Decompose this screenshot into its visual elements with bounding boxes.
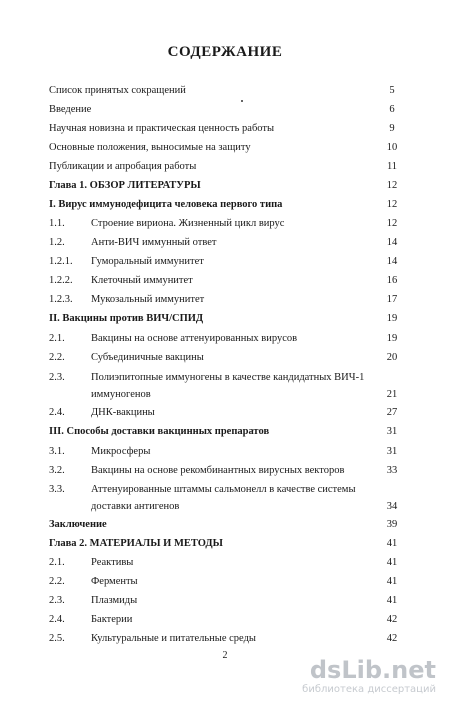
toc-entry-page: 34 — [386, 501, 398, 512]
page-number: 2 — [222, 650, 228, 661]
page-title: СОДЕРЖАНИЕ — [167, 44, 283, 60]
toc-entry — [0, 310, 450, 327]
toc-entry — [0, 139, 450, 156]
toc-entry-number: 1.2.1. — [49, 256, 73, 267]
toc-entry-title: Субъединичные вакцины — [91, 352, 204, 363]
toc-entry-page: 31 — [386, 426, 398, 437]
toc-entry — [0, 120, 450, 137]
toc-entry-title: Строение вириона. Жизненный цикл вирус — [91, 218, 285, 229]
toc-entry-title: Микросферы — [91, 446, 151, 457]
toc-entry-title: Мукозальный иммунитет — [91, 294, 205, 305]
toc-entry-title: I. Вирус иммунодефицита человека первого типа — [49, 199, 283, 210]
toc-entry-page: 39 — [386, 519, 398, 530]
toc-entry-page: 12 — [386, 199, 398, 210]
toc-entry-page: 41 — [386, 557, 398, 568]
toc-entry-page: 14 — [386, 237, 398, 248]
toc-entry-number: 3.2. — [49, 465, 65, 476]
toc-entry — [0, 158, 450, 175]
toc-entry-number: 1.2. — [49, 237, 65, 248]
watermark-logo: dsLib.net — [309, 656, 436, 684]
toc-entry-title: II. Вакцины против ВИЧ/СПИД — [49, 313, 204, 324]
toc-entry-title: Вакцины на основе аттенуированных вирусов — [91, 333, 298, 344]
toc-entry-page: 20 — [386, 352, 398, 363]
toc-entry-number: 2.3. — [49, 372, 65, 383]
toc-entry — [0, 443, 450, 460]
toc-entry-title: Основные положения, выносимые на защиту — [49, 142, 251, 153]
toc-entry-title: Полиэпитопные иммуногены в качестве кандидатных ВИЧ-1 — [91, 372, 365, 383]
toc-entry-page: 27 — [386, 407, 398, 418]
toc-entry-title: Глава 1. ОБЗОР ЛИТЕРАТУРЫ — [49, 180, 201, 191]
toc-entry — [0, 535, 450, 552]
toc-entry — [0, 234, 450, 251]
toc-entry-number: 2.2. — [49, 352, 65, 363]
toc-entry — [0, 481, 450, 512]
toc-entry — [0, 101, 450, 118]
toc-entry — [0, 369, 450, 400]
toc-entry — [0, 330, 450, 347]
toc-entry-page: 19 — [386, 313, 398, 324]
toc-entry-title: III. Способы доставки вакцинных препаратов — [49, 426, 270, 437]
toc-entry-page: 33 — [386, 465, 398, 476]
toc-entry — [0, 291, 450, 308]
toc-entry-title: ДНК-вакцины — [91, 407, 155, 418]
toc-entry-title-continuation: иммуногенов — [91, 389, 151, 400]
toc-entry — [0, 611, 450, 628]
toc-entry — [0, 272, 450, 289]
watermark-subtitle: библиотека диссертаций — [302, 684, 436, 695]
toc-entry — [0, 349, 450, 366]
toc-entry-title: Введение — [49, 104, 92, 115]
toc-entry — [0, 404, 450, 421]
toc-entry-title: Гуморальный иммунитет — [91, 256, 204, 267]
toc-entry-number: 2.5. — [49, 633, 65, 644]
toc-entry — [0, 196, 450, 213]
toc-entry — [0, 215, 450, 232]
toc-entry-title: Анти-ВИЧ иммунный ответ — [91, 237, 217, 248]
toc-entry-title: Аттенуированные штаммы сальмонелл в качестве системы — [91, 484, 356, 495]
site-watermark — [302, 656, 436, 696]
toc-entry — [0, 82, 450, 99]
toc-entry-number: 2.2. — [49, 576, 65, 587]
toc-entry-number: 1.2.2. — [49, 275, 73, 286]
toc-entry — [0, 630, 450, 647]
toc-entry-page: 12 — [386, 218, 398, 229]
toc-entry-title: Ферменты — [91, 576, 138, 587]
toc-entry-page: 6 — [389, 104, 395, 115]
toc-entry-page: 41 — [386, 595, 398, 606]
toc-entry-title: Культуральные и питательные среды — [91, 633, 256, 644]
toc-entry-page: 17 — [386, 294, 398, 305]
toc-entry-number: 1.2.3. — [49, 294, 73, 305]
toc-entry-number: 2.4. — [49, 614, 65, 625]
toc-entry-page: 5 — [389, 85, 395, 96]
toc-entry-page: 41 — [386, 576, 398, 587]
toc-entry-number: 2.4. — [49, 407, 65, 418]
toc-entry-page: 12 — [386, 180, 398, 191]
toc-entry-page: 42 — [386, 633, 398, 644]
toc-entry-number: 1.1. — [49, 218, 65, 229]
toc-entry-title: Вакцины на основе рекомбинантных вирусных векторов — [91, 465, 345, 476]
toc-entry-title: Реактивы — [91, 557, 134, 568]
toc-entry — [0, 423, 450, 440]
toc-entry-title-continuation: доставки антигенов — [91, 501, 180, 512]
toc-entry — [0, 554, 450, 571]
toc-entry-page: 21 — [386, 389, 398, 400]
toc-entry-page: 42 — [386, 614, 398, 625]
toc-entry — [0, 592, 450, 609]
toc-entry-page: 16 — [386, 275, 398, 286]
toc-entry-title: Заключение — [49, 519, 107, 530]
toc-entry-page: 9 — [389, 123, 395, 134]
toc-entry-number: 2.3. — [49, 595, 65, 606]
toc-entry — [0, 516, 450, 533]
toc-entry — [0, 573, 450, 590]
toc-entry-page: 31 — [386, 446, 398, 457]
toc-entry-title: Список принятых сокращений — [49, 85, 186, 96]
toc-entry-page: 11 — [386, 161, 398, 172]
toc-entry-number: 2.1. — [49, 333, 65, 344]
toc-entry-title: Плазмиды — [91, 595, 138, 606]
toc-entry-number: 3.1. — [49, 446, 65, 457]
toc-entry — [0, 253, 450, 270]
toc-entry-number: 2.1. — [49, 557, 65, 568]
toc-entry-title: Клеточный иммунитет — [91, 275, 193, 286]
toc-entry — [0, 462, 450, 479]
toc-entry-number: 3.3. — [49, 484, 65, 495]
toc-entry-page: 10 — [386, 142, 398, 153]
toc-entry-title: Публикации и апробация работы — [49, 161, 197, 172]
toc-entry-page: 41 — [386, 538, 398, 549]
toc-entry-title: Бактерии — [91, 614, 133, 625]
toc-entry-page: 14 — [386, 256, 398, 267]
toc-entry-page: 19 — [386, 333, 398, 344]
toc-entry-title: Научная новизна и практическая ценность работы — [49, 123, 275, 134]
toc-entry — [0, 177, 450, 194]
toc-entry-title: Глава 2. МАТЕРИАЛЫ И МЕТОДЫ — [49, 538, 223, 549]
